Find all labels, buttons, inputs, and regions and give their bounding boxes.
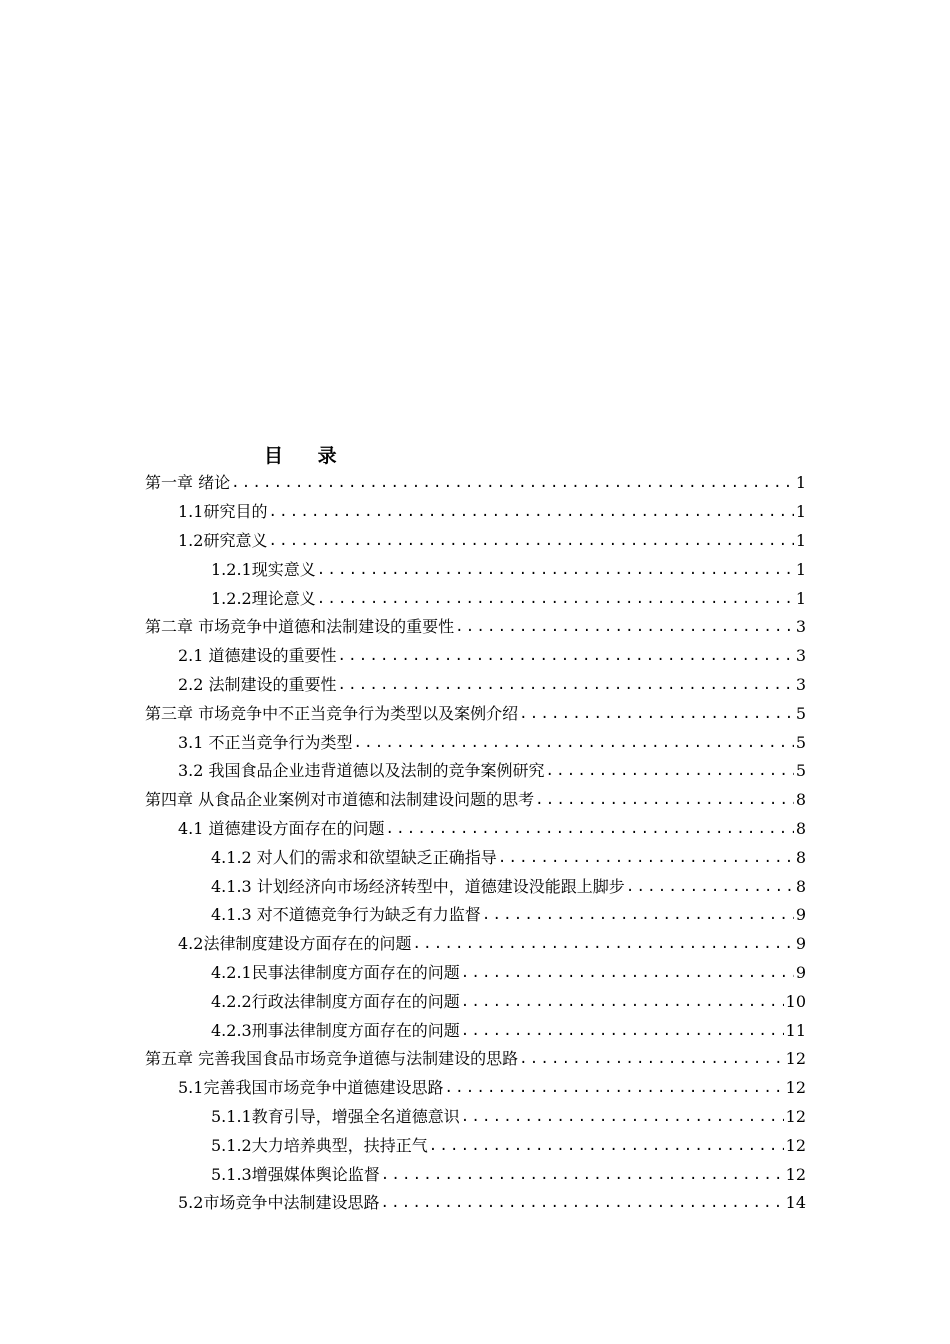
toc-dot-leader [268,502,793,522]
toc-dot-leader [546,761,794,781]
toc-page-number: 9 [795,934,806,954]
toc-entry-text: 4.1.2 对人们的需求和欲望缺乏正确指导 [211,847,497,867]
toc-entry-26[interactable] [0,1189,950,1218]
toc-page-number: 3 [795,674,806,694]
toc-entry-10[interactable] [0,728,950,757]
toc-page-number: 9 [795,962,806,982]
toc-entry-8[interactable] [0,671,950,700]
toc-entry-2[interactable] [0,498,950,527]
toc-entry-12[interactable] [0,786,950,815]
toc-entry-text: 3.1 不正当竞争行为类型 [178,732,353,752]
toc-entry-3[interactable] [0,527,950,556]
toc-entry-text: 5.1.3增强媒体舆论监督 [211,1164,380,1184]
toc-dot-leader [380,1193,783,1213]
toc-dot-leader [429,1136,784,1156]
toc-entry-text: 1.1研究目的 [178,502,268,522]
toc-page-number: 9 [795,905,806,925]
toc-dot-leader [455,617,794,637]
toc-page-number: 8 [795,818,806,838]
toc-entry-text: 1.2研究意义 [178,530,268,550]
toc-page-number: 3 [795,646,806,666]
toc-page-number: 5 [795,761,806,781]
toc-entry-16[interactable] [0,901,950,930]
toc-entry-text: 1.2.2理论意义 [211,588,316,608]
toc-dot-leader [519,1049,784,1069]
toc-entry-text: 第二章 市场竞争中道德和法制建设的重要性 [145,617,455,637]
toc-entry-25[interactable] [0,1160,950,1189]
toc-dot-leader [338,646,794,666]
toc-page-number: 12 [785,1135,806,1155]
toc-entry-text: 4.2.3刑事法律制度方面存在的问题 [211,1020,460,1040]
toc-entry-text: 第五章 完善我国食品市场竞争道德与法制建设的思路 [145,1049,519,1069]
toc-entry-text: 4.2法律制度建设方面存在的问题 [178,934,412,954]
toc-page-number: 12 [785,1106,806,1126]
toc-dot-leader [354,733,794,753]
toc-dot-leader [482,905,794,925]
toc-page-number: 8 [795,790,806,810]
toc-entry-1[interactable] [0,469,950,498]
toc-entry-11[interactable] [0,757,950,786]
toc-entry-6[interactable] [0,613,950,642]
toc-dot-leader [317,589,794,609]
toc-dot-leader [444,1078,783,1098]
toc-entry-9[interactable] [0,699,950,728]
toc-page-number: 8 [795,876,806,896]
toc-entry-text: 4.2.1民事法律制度方面存在的问题 [211,962,460,982]
toc-entry-text: 4.1.3 计划经济向市场经济转型中，道德建设没能跟上脚步 [211,876,625,896]
toc-entry-22[interactable] [0,1074,950,1103]
toc-entry-19[interactable] [0,987,950,1016]
toc-page-number: 5 [795,732,806,752]
toc-entry-13[interactable] [0,815,950,844]
toc-dot-leader [317,560,794,580]
toc-dot-leader [231,473,794,493]
toc-page-number: 12 [785,1164,806,1184]
toc-page-number: 1 [795,559,806,579]
toc-entry-17[interactable] [0,930,950,959]
toc-dot-leader [519,704,794,724]
toc-entry-text: 第一章 绪论 [145,473,231,493]
toc-page-number: 11 [785,1020,806,1040]
toc-entry-text: 4.1.3 对不道德竞争行为缺乏有力监督 [211,905,481,925]
toc-entry-text: 5.1.2大力培养典型，扶持正气 [211,1135,428,1155]
toc-entry-15[interactable] [0,872,950,901]
toc-entry-text: 4.2.2行政法律制度方面存在的问题 [211,991,460,1011]
toc-entry-21[interactable] [0,1045,950,1074]
toc-page-number: 1 [795,502,806,522]
toc-entry-text: 5.2市场竞争中法制建设思路 [178,1193,380,1213]
toc-entry-24[interactable] [0,1131,950,1160]
toc-dot-leader [461,992,784,1012]
toc-dot-leader [268,531,793,551]
toc-entry-text: 3.2 我国食品企业违背道德以及法制的竞争案例研究 [178,761,545,781]
toc-entry-7[interactable] [0,642,950,671]
toc-page-number: 3 [795,617,806,637]
toc-dot-leader [498,848,794,868]
toc-dot-leader [461,1021,784,1041]
toc-dot-leader [412,934,793,954]
toc-dot-leader [461,963,794,983]
toc-dot-leader [386,819,794,839]
toc-page-number: 12 [785,1078,806,1098]
table-of-contents [0,469,950,1218]
toc-page-number: 1 [795,530,806,550]
toc-entry-text: 5.1.1教育引导，增强全名道德意识 [211,1106,460,1126]
toc-entry-text: 第三章 市场竞争中不正当竞争行为类型以及案例介绍 [145,703,519,723]
toc-page-number: 8 [795,847,806,867]
toc-entry-23[interactable] [0,1103,950,1132]
toc-entry-5[interactable] [0,584,950,613]
toc-page-number: 1 [795,473,806,493]
toc-entry-18[interactable] [0,959,950,988]
toc-entry-text: 第四章 从食品企业案例对市道德和法制建设问题的思考 [145,790,535,810]
toc-page-number: 5 [795,703,806,723]
toc-dot-leader [338,675,794,695]
toc-entry-20[interactable] [0,1016,950,1045]
toc-dot-leader [461,1107,784,1127]
toc-entry-text: 5.1完善我国市场竞争中道德建设思路 [178,1078,444,1098]
toc-entry-text: 4.1 道德建设方面存在的问题 [178,818,385,838]
toc-title: 目 录 [264,445,351,467]
toc-entry-text: 2.2 法制建设的重要性 [178,674,337,694]
toc-entry-4[interactable] [0,555,950,584]
toc-entry-text: 2.1 道德建设的重要性 [178,646,337,666]
toc-page-number: 1 [795,588,806,608]
toc-entry-14[interactable] [0,843,950,872]
toc-page-number: 12 [785,1049,806,1069]
toc-entry-text: 1.2.1现实意义 [211,559,316,579]
toc-page-number: 14 [785,1193,806,1213]
toc-dot-leader [535,790,794,810]
toc-page-number: 10 [785,991,806,1011]
toc-dot-leader [381,1165,784,1185]
toc-dot-leader [626,877,794,897]
